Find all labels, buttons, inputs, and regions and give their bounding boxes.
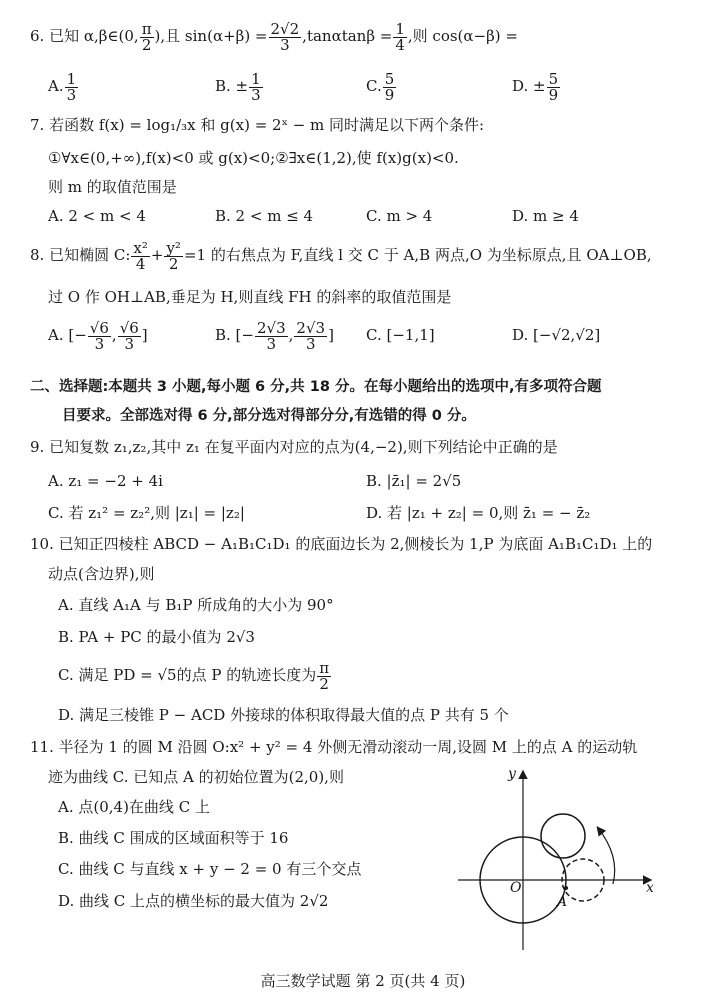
page-footer: 高三数学试题 第 2 页(共 4 页) <box>260 972 466 990</box>
q10-c-frac <box>317 658 331 693</box>
q11-option-c: C. 曲线 C 与直线 x + y − 2 = 0 有三个交点 <box>58 860 362 878</box>
q6-frac1-den: 3 <box>280 35 290 54</box>
section2-line1: 二、选择题:本题共 3 小题,每小题 6 分,共 18 分。在每小题给出的选项中,有多项符合题 <box>30 379 602 395</box>
q6-stem-a: 6. 已知 α,β∈(0, <box>30 27 139 45</box>
q10-line2: 动点(含边界),则 <box>48 565 155 583</box>
q8-b-post: ] <box>328 326 334 344</box>
q8-frac-x <box>131 238 149 273</box>
q6-frac1-num: 2√2 <box>270 19 300 38</box>
q6-opt-a-den: 3 <box>66 85 77 104</box>
q8-a-mid: , <box>111 326 117 344</box>
section2-line2: 目要求。全部选对得 6 分,部分选对得部分分,有选错的得 0 分。 <box>62 408 476 424</box>
q8-four: 4 <box>135 254 146 273</box>
q8-option-b <box>215 317 334 353</box>
q8-b-n2: 2√3 <box>296 318 326 337</box>
q6-stem-c: ,tanαtanβ = <box>302 27 393 45</box>
q6-opt-c-frac <box>383 69 397 104</box>
q10-line1: 10. 已知正四棱柱 ABCD − A₁B₁C₁D₁ 的底面边长为 2,侧棱长为 1,P 为底面 A₁B₁C₁D₁ 上的 <box>30 535 653 553</box>
q6-option-a <box>48 68 79 104</box>
q6-opt-d-label: D. ± <box>512 77 546 95</box>
q8-line2: 过 O 作 OH⊥AB,垂足为 H,则直线 FH 的斜率的取值范围是 <box>48 288 452 306</box>
q6-opt-c-den: 9 <box>384 85 395 104</box>
q6-opt-a-label: A. <box>48 77 64 95</box>
q6-opt-b-den: 3 <box>251 85 261 104</box>
q8-a-d2: 3 <box>124 334 135 353</box>
q6-opt-a-frac <box>65 69 79 104</box>
q6-option-d <box>512 68 561 104</box>
q7-line3: 则 m 的取值范围是 <box>48 178 177 196</box>
q6-option-b <box>215 68 264 104</box>
q6-opt-b-frac <box>249 69 263 104</box>
rolling-direction-arrow <box>598 828 615 884</box>
q8-a-frac1 <box>88 318 111 353</box>
q6-stem-d: ,则 cos(α−β) = <box>407 27 518 45</box>
rolling-circle-figure <box>450 760 670 960</box>
q11-line2: 迹为曲线 C. 已知点 A 的初始位置为(2,0),则 <box>48 768 344 786</box>
q6-opt-b-num: 1 <box>251 69 261 88</box>
q11-option-b: B. 曲线 C 围成的区域面积等于 16 <box>58 829 289 847</box>
q10-option-a: A. 直线 A₁A 与 B₁P 所成角的大小为 90° <box>58 596 334 614</box>
q8-a-n2: √6 <box>119 318 139 337</box>
label-x: x <box>646 880 654 896</box>
q6-stem-b: ),且 sin(α+β) = <box>154 27 268 45</box>
q8-b-pre: B. [− <box>215 326 254 344</box>
q8-stem-b: =1 的右焦点为 F,直线 l 交 C 于 A,B 两点,O 为坐标原点,且 OA⊥OB, <box>183 246 652 264</box>
q8-b-d1: 3 <box>266 334 277 353</box>
q9-option-c: C. 若 z₁² = z₂²,则 |z₁| = |z₂| <box>48 504 245 522</box>
q8-plus: + <box>150 246 164 264</box>
q10-c-pre: C. 满足 PD = √5的点 P 的轨迹长度为 <box>58 666 317 684</box>
q8-y2: y² <box>166 238 181 257</box>
q6-stem <box>30 18 518 54</box>
q6-frac2-num: 1 <box>395 19 405 38</box>
label-o: O <box>510 880 522 896</box>
q8-a-pre: A. [− <box>48 326 87 344</box>
q6-frac2-den: 4 <box>395 35 405 54</box>
q9-option-d: D. 若 |z₁ + z₂| = 0,则 z̄₁ = − z̄₂ <box>366 504 591 522</box>
q8-option-c: C. [−1,1] <box>366 326 435 344</box>
q6-frac1 <box>269 19 302 54</box>
q9-option-a: A. z₁ = −2 + 4i <box>48 472 163 490</box>
q6-opt-d-num: 5 <box>548 69 559 88</box>
q8-two: 2 <box>168 254 179 273</box>
q6-pi: π <box>141 19 152 38</box>
q8-b-d2: 3 <box>305 334 316 353</box>
q6-pi-half <box>140 19 154 54</box>
q8-a-frac2 <box>118 318 141 353</box>
q7-line1: 7. 若函数 f(x) = log₁/₃x 和 g(x) = 2ˣ − m 同时满足以下两个条件: <box>30 116 485 134</box>
q6-option-c <box>366 68 397 104</box>
q8-x2: x² <box>133 238 148 257</box>
point-a <box>564 886 568 890</box>
q6-opt-d-den: 9 <box>548 85 559 104</box>
q7-line2: ①∀x∈(0,+∞),f(x)<0 或 g(x)<0;②∃x∈(1,2),使 f(x)g(x)<0. <box>48 149 459 167</box>
q8-b-frac1 <box>255 318 288 353</box>
q6-opt-c-label: C. <box>366 77 382 95</box>
q6-opt-b-label: B. ± <box>215 77 249 95</box>
q8-a-post: ] <box>141 326 148 344</box>
q8-b-frac2 <box>294 318 327 353</box>
q7-option-c: C. m > 4 <box>366 207 433 225</box>
q8-b-mid: , <box>288 326 294 344</box>
q7-option-a: A. 2 < m < 4 <box>48 207 146 225</box>
q8-frac-y <box>164 238 183 273</box>
q6-two: 2 <box>141 35 152 54</box>
q10-option-d: D. 满足三棱锥 P − ACD 外接球的体积取得最大值的点 P 共有 5 个 <box>58 706 509 724</box>
q6-frac2 <box>393 19 407 54</box>
q8-b-n1: 2√3 <box>256 318 286 337</box>
q10-option-b: B. PA + PC 的最小值为 2√3 <box>58 628 255 646</box>
label-a: A <box>557 894 568 910</box>
q9-option-b: B. |z̄₁| = 2√5 <box>366 472 462 490</box>
q8-a-d1: 3 <box>94 334 105 353</box>
q7-option-b: B. 2 < m ≤ 4 <box>215 207 314 225</box>
q8-a-n1: √6 <box>89 318 109 337</box>
q8-option-a <box>48 317 148 353</box>
q11-option-d: D. 曲线 C 上点的横坐标的最大值为 2√2 <box>58 892 329 910</box>
q7-option-d: D. m ≥ 4 <box>512 207 579 225</box>
q6-opt-d-frac <box>547 69 561 104</box>
q8-stem <box>30 237 652 273</box>
q10-c-den: 2 <box>319 674 329 693</box>
q10-option-c <box>58 657 332 693</box>
q6-opt-c-num: 5 <box>384 69 395 88</box>
circle-m <box>541 814 585 858</box>
q8-option-d: D. [−√2,√2] <box>512 326 601 344</box>
q10-c-num: π <box>319 658 330 677</box>
q11-line1: 11. 半径为 1 的圆 M 沿圆 O:x² + y² = 4 外侧无滑动滚动一周,设圆 M 上的点 A 的运动轨 <box>30 738 638 756</box>
q11-option-a: A. 点(0,4)在曲线 C 上 <box>58 798 210 816</box>
q9-stem: 9. 已知复数 z₁,z₂,其中 z₁ 在复平面内对应的点为(4,−2),则下列结论中正确的是 <box>30 438 558 456</box>
q6-opt-a-num: 1 <box>66 69 77 88</box>
label-y: y <box>508 766 516 782</box>
q8-stem-a: 8. 已知椭圆 C: <box>30 246 131 264</box>
